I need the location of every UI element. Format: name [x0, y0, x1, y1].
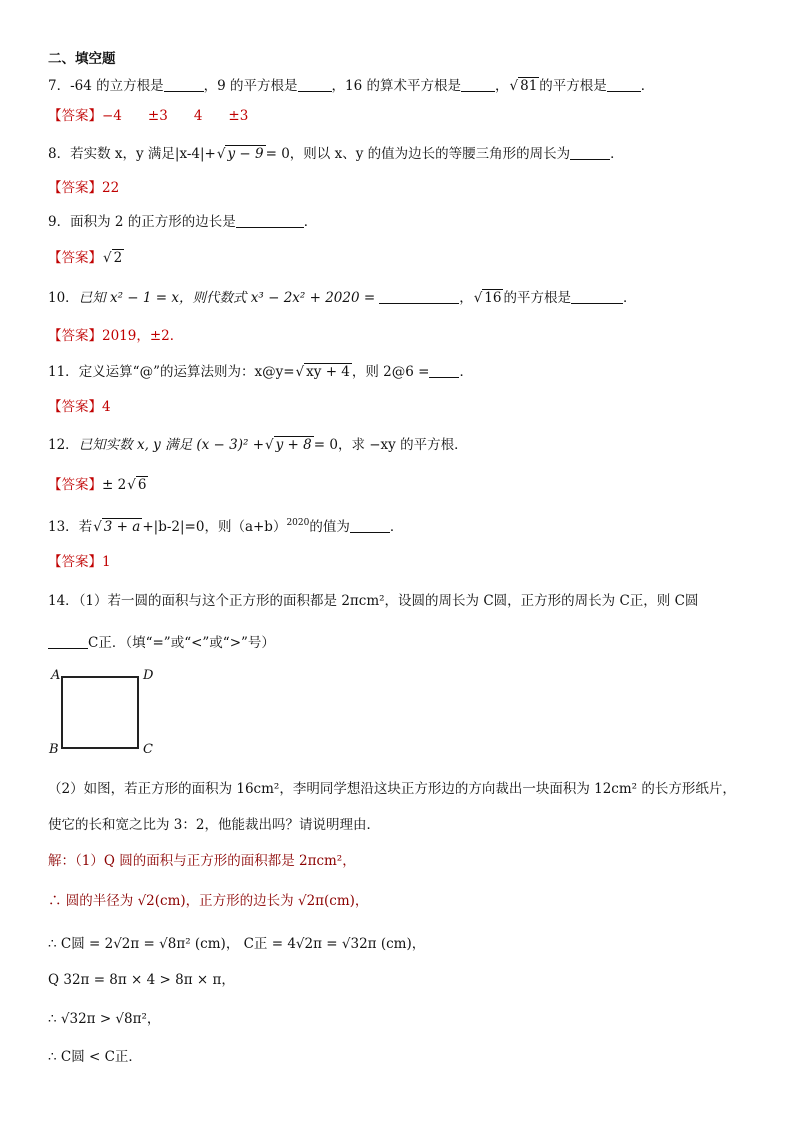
q7-blank-2: [298, 77, 332, 92]
answer-tag: 【答案】: [48, 477, 102, 493]
sqrt-symbol: √: [93, 519, 102, 535]
q10-blank-2: [571, 289, 623, 304]
q10-text-1: 已知 x² − 1 = x，则代数式 x³ − 2x² + 2020 =: [78, 290, 376, 306]
q14-part2-line1: （2）如图，若正方形的面积为 16cm²，李明同学想沿这块正方形边的方向裁出一块面积为 12cm² 的长方形纸片，: [48, 781, 736, 797]
question-10: [48, 288, 636, 308]
q12-text-1: 已知实数 x, y 满足 (x − 3)² +: [78, 437, 265, 453]
answer-9: [48, 248, 124, 268]
q13-number: 13．: [48, 519, 79, 535]
sqrt-symbol: √: [265, 437, 274, 453]
answer-11: [48, 397, 111, 417]
answer-13: [48, 552, 111, 572]
q7-text-3: ，16 的算术平方根是: [331, 78, 461, 94]
label-d: D: [143, 668, 154, 683]
q7-text-4: ，: [495, 78, 509, 94]
q8-number: 8．: [48, 146, 71, 162]
q7-answer-2: ±3: [147, 108, 168, 124]
q10-text-3: 的平方根是: [503, 290, 571, 306]
question-11: [48, 362, 473, 382]
question-13: [48, 517, 403, 537]
label-a: A: [51, 668, 61, 683]
q9-answer-radicand: 2: [113, 250, 123, 266]
label-c: C: [143, 742, 153, 757]
q13-exponent: 2020: [286, 518, 310, 528]
question-14-part2: [48, 779, 736, 799]
sqrt-symbol: √: [103, 250, 112, 266]
q9-number: 9．: [48, 214, 71, 230]
q11-text-1: 定义运算“@”的运算法则为：x@y=: [78, 364, 295, 380]
answer-tag: 【答案】: [48, 250, 102, 266]
answer-8: [48, 178, 119, 198]
sqrt-symbol: √: [216, 146, 226, 162]
q7-blank-3: [461, 77, 495, 92]
q7-text-2: ，9 的平方根是: [203, 78, 298, 94]
q11-radicand: xy + 4: [306, 364, 350, 380]
q8-blank: [570, 145, 610, 160]
solution-line-1: 解：（1）Q 圆的面积与正方形的面积都是 2πcm²，: [48, 853, 356, 869]
solution-line-6: ∴ C圆 < C正．: [48, 1049, 142, 1065]
q13-radicand: 3 + a: [103, 519, 141, 535]
answer-12: [48, 475, 148, 495]
answer-10: [48, 326, 183, 346]
q14-number: 14．: [48, 593, 79, 609]
q10-text-2: ，: [459, 290, 473, 306]
q14-blank: [48, 634, 88, 649]
q13-blank: [350, 518, 390, 533]
q12-number: 12．: [48, 437, 79, 453]
q12-answer-radicand: 6: [137, 477, 147, 493]
q12-text-2: = 0，求 −xy 的平方根．: [313, 437, 468, 453]
q12-radicand: y + 8: [275, 437, 312, 453]
q7-text-6: ．: [640, 78, 655, 94]
section-title: 二、填空题: [48, 51, 116, 67]
q13-text-2: +|b-2|=0，则（a+b）: [142, 519, 287, 535]
q14-line1: （1）若一圆的面积与这个正方形的面积都是 2πcm²，设圆的周长为 C圆，正方形的周长为 C正，则 C圆: [78, 593, 699, 609]
question-12: [48, 435, 468, 455]
q7-radicand: 81: [520, 78, 538, 94]
q7-answer-3: 4: [193, 108, 203, 124]
q7-blank-1: [164, 77, 204, 92]
q13-answer: 1: [102, 554, 111, 570]
q8-radicand: y − 9: [227, 146, 264, 162]
q14-part2-line2: 使它的长和宽之比为 3：2，他能裁出吗？请说明理由．: [48, 817, 380, 833]
solution-line-3: ∴ C圆 = 2√2π = √8π² (cm)， C正 = 4√2π = √32π (cm)，: [48, 936, 426, 952]
answer-tag: 【答案】: [48, 328, 102, 344]
answer-tag: 【答案】: [48, 399, 102, 415]
q7-blank-4: [607, 77, 641, 92]
solution-line-5: ∴ √32π > √8π²，: [48, 1011, 161, 1027]
question-14-part1: [48, 591, 698, 611]
sqrt-symbol: √: [509, 78, 519, 94]
square-figure: [61, 676, 139, 749]
question-8: [48, 144, 624, 164]
question-14-part2-cont: [48, 815, 380, 835]
q7-text-1: -64 的立方根是: [70, 78, 164, 94]
q12-answer-prefix: ± 2: [102, 477, 127, 493]
q10-blank-1: [379, 289, 459, 304]
q11-blank: [429, 363, 459, 378]
q10-text-4: ．: [622, 290, 637, 306]
q7-answer-1: −4: [102, 108, 122, 124]
sqrt-symbol: √: [127, 477, 136, 493]
q10-radicand: 16: [484, 290, 502, 306]
q10-number: 10．: [48, 290, 79, 306]
q11-answer: 4: [102, 399, 111, 415]
solution-line-2: ∴ 圆的半径为 √2(cm)，正方形的边长为 √2π(cm)，: [48, 893, 369, 909]
question-9: [48, 212, 317, 232]
q8-answer: 22: [102, 180, 120, 196]
q7-number: 7．: [48, 78, 71, 94]
q8-text-3: ．: [610, 146, 624, 162]
q9-blank: [236, 213, 304, 228]
q7-answer-4: ±3: [228, 108, 249, 124]
label-b: B: [49, 742, 59, 757]
sqrt-symbol: √: [295, 364, 305, 380]
q11-text-3: ．: [459, 364, 473, 380]
q9-text-1: 面积为 2 的正方形的边长是: [70, 214, 236, 230]
q10-answer: 2019，±2．: [102, 328, 184, 344]
sqrt-symbol: √: [473, 290, 483, 306]
q14-line2: C正．（填“=”或“<”或“>”号）: [88, 635, 275, 651]
answer-tag: 【答案】: [48, 108, 102, 124]
q11-number: 11．: [48, 364, 79, 380]
q7-text-5: 的平方根是: [539, 78, 607, 94]
question-14-part1-cont: [48, 633, 275, 653]
q11-text-2: ，则 2@6 =: [351, 364, 430, 380]
q9-text-2: ．: [303, 214, 318, 230]
q13-text-1: 若: [78, 519, 93, 535]
q13-text-3: 的值为: [309, 519, 350, 535]
answer-tag: 【答案】: [48, 554, 102, 570]
q13-text-4: ．: [389, 519, 404, 535]
answer-7: [48, 106, 248, 126]
question-7: [48, 76, 654, 96]
answer-tag: 【答案】: [48, 180, 102, 196]
q8-text-2: = 0，则以 x、y 的值为边长的等腰三角形的周长为: [265, 146, 571, 162]
q8-text-1: 若实数 x，y 满足|x-4|+: [70, 146, 216, 162]
solution-line-4: Q 32π = 8π × 4 > 8π × π，: [48, 972, 235, 988]
